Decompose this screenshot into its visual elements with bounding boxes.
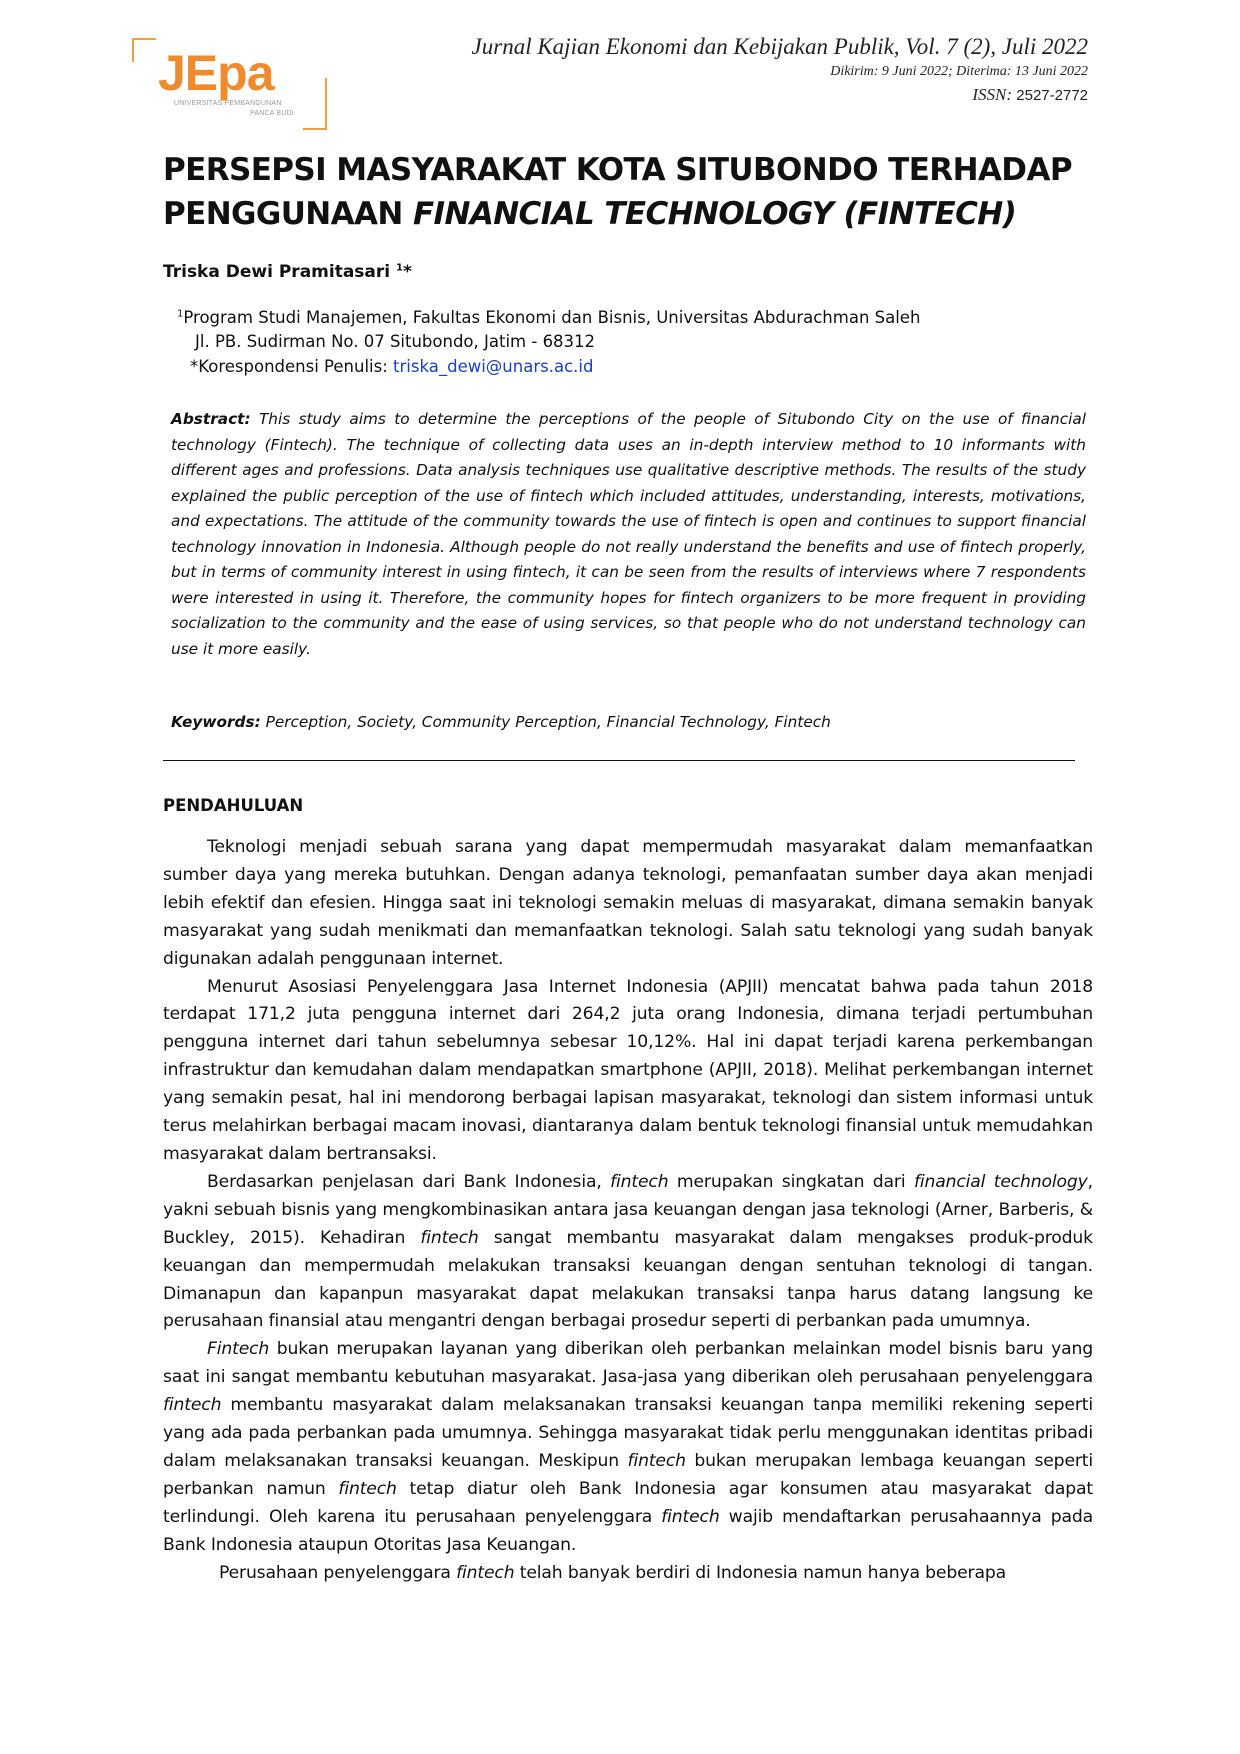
logo-frame-top-left — [132, 38, 156, 62]
issn-label: ISSN: — [972, 85, 1013, 104]
title-line-2-italic: FINANCIAL TECHNOLOGY (FINTECH) — [412, 196, 1017, 232]
keywords — [171, 713, 831, 731]
author-name — [163, 262, 412, 282]
abstract-label: Abstract — [171, 410, 245, 428]
abstract-colon: : — [244, 410, 251, 428]
paragraph-2: Menurut Asosiasi Penyelenggara Jasa Internet Indonesia (APJII) mencatat bahwa pada tahun 2018 terdapat 171,2 juta pengguna internet dari 264,2 juta orang Indonesia, dimana terjadi pertumbuhan pengguna internet dari tahun sebelumnya sebesar 10,12%. Hal ini dapat terjadi karena perkembangan infrastruktur dan kemudahan dalam mendapatkan smartphone (APJII, 2018). Melihat perkembangan internet yang semakin pesat, hal ini mendorong berbagai lapisan masyarakat, teknologi dan sistem informasi untuk terus melahirkan berbagai macam inovasi, diantaranya dalam bentuk teknologi finansial untuk memudahkan masyarakat dalam bertransaksi. — [163, 976, 1093, 1164]
paragraph-5 — [163, 1560, 1093, 1588]
issn — [972, 85, 1088, 105]
p3-text-a: Berdasarkan penjelasan dari Bank Indonesia, — [207, 1171, 611, 1192]
logo-frame-bottom-right — [303, 78, 327, 130]
paragraph-4 — [163, 1336, 1093, 1559]
author-affil-sup: 1 — [396, 262, 403, 274]
keywords-text: Perception, Society, Community Perception, Financial Technology, Fintech — [260, 713, 831, 731]
p4-text-a: bukan merupakan layanan yang diberikan oleh perbankan melainkan model bisnis baru yang saat ini sangat membantu kebutuhan masyarakat. Jasa-jasa yang diberikan oleh perusahaan penyelenggara — [163, 1339, 1093, 1388]
p5-italic-1: fintech — [456, 1562, 515, 1583]
p4-italic-2: fintech — [163, 1395, 222, 1416]
paragraph-3 — [163, 1169, 1093, 1336]
p4-text-d: tetap diatur oleh Bank Indonesia agar konsumen atau masyarakat dapat terlindungi. Oleh karena itu perusahaan penyelenggara — [163, 1478, 1093, 1527]
corr-label: *Korespondensi Penulis: — [190, 357, 394, 376]
logo-mark: JEpa — [158, 45, 274, 101]
p4-text-c: bukan merupakan lembaga keuangan seperti perbankan namun — [163, 1450, 1093, 1499]
article-title — [163, 148, 1093, 236]
p3-italic-3: fintech — [420, 1227, 479, 1248]
paragraph-1: Teknologi menjadi sebuah sarana yang dapat mempermudah masyarakat dalam memanfaatkan sumber daya yang mereka butuhkan. Dengan adanya teknologi, pemanfaatan sumber daya akan menjadi lebih efektif dan efesien. Hingga saat ini teknologi semakin meluas di masyarakat, dimana semakin banyak masyarakat yang sudah menikmati dan memanfaatkan teknologi. Salah satu teknologi yang sudah banyak digunakan adalah penggunaan internet. — [163, 837, 1093, 969]
p4-italic-5: fintech — [661, 1506, 720, 1527]
affiliation-address: Jl. PB. Sudirman No. 07 Situbondo, Jatim - 68312 — [195, 332, 596, 351]
title-line-1: PERSEPSI MASYARAKAT KOTA SITUBONDO TERHADAP — [163, 152, 1072, 188]
body-text — [163, 834, 1093, 1587]
keywords-label: Keywords: — [171, 713, 261, 731]
p3-text-c: , yakni sebuah bisnis yang mengkombinasikan antara jasa keuangan dengan jasa teknologi (Arner, Barberis, & Buckley, 2015). Kehadiran — [163, 1171, 1093, 1248]
corresponding-author — [190, 357, 593, 376]
p4-text-e: wajib mendaftarkan perusahaannya pada Bank Indonesia ataupun Otoritas Jasa Keuangan. — [163, 1506, 1093, 1555]
divider — [163, 760, 1075, 761]
abstract-text: This study aims to determine the perceptions of the people of Situbondo City on the use of financial technology (Fintech). The technique of collecting data uses an in-depth interview method to 10 informants with different ages and professions. Data analysis techniques use qualitative descriptive methods. The results of the study explained the public perception of the use of fintech which included attitudes, understanding, interests, motivations, and expectations. The attitude of the community towards the use of fintech is open and continues to support financial technology innovation in Indonesia. Although people do not really understand the benefits and use of fintech properly, but in terms of community interest in using fintech, it can be seen from the results of interviews where 7 respondents were interested in using it. Therefore, the community hopes for fintech organizers to be more frequent in providing socialization to the community and the ease of using services, so that people who do not understand technology can use it more easily. — [171, 410, 1086, 658]
title-line-2-plain: PENGGUNAAN — [163, 196, 413, 232]
corr-email-link[interactable]: triska_dewi@unars.ac.id — [393, 357, 594, 376]
title-line-2 — [163, 192, 1093, 236]
p4-italic-4: fintech — [338, 1478, 397, 1499]
p3-italic-1: fintech — [610, 1171, 669, 1192]
submission-dates: Dikirim: 9 Juni 2022; Diterima: 13 Juni 2022 — [830, 64, 1088, 79]
p4-italic-1: Fintech — [207, 1339, 270, 1360]
issn-number: 2527-2772 — [1016, 87, 1088, 104]
affil-sup: 1 — [177, 308, 184, 320]
author-corr-mark: * — [403, 262, 412, 282]
p5-text-b: telah banyak berdiri di Indonesia namun hanya beberapa — [514, 1562, 1006, 1583]
p3-text-b: merupakan singkatan dari — [668, 1171, 914, 1192]
p3-italic-2: financial technology — [913, 1171, 1088, 1192]
abstract — [171, 407, 1086, 662]
logo-subtitle-1: UNIVERSITAS PEMBANGUNAN — [174, 100, 282, 107]
journal-citation: Jurnal Kajian Ekonomi dan Kebijakan Publik, Vol. 7 (2), Juli 2022 — [471, 34, 1088, 59]
logo-subtitle-2: PANCA BUDI — [250, 110, 294, 117]
p4-italic-3: fintech — [627, 1450, 686, 1471]
p3-text-d: sangat membantu masyarakat dalam mengakses produk-produk keuangan dan mempermudah melakukan transaksi keuangan dengan sentuhan teknologi di tangan. Dimanapun dan kapanpun masyarakat dapat melakukan transaksi tanpa harus datang langsung ke perusahaan finansial atau mengantri dengan berbagai prosedur seperti di perbankan pada umumnya. — [163, 1227, 1093, 1332]
p4-text-b: membantu masyarakat dalam melaksanakan transaksi keuangan tanpa memiliki rekening seperti yang ada pada perbankan pada umumnya. Sehingga masyarakat tidak perlu menggunakan identitas pribadi dalam melaksanakan transaksi keuangan. Meskipun — [163, 1395, 1093, 1471]
journal-logo — [132, 38, 327, 130]
author-text: Triska Dewi Pramitasari — [163, 262, 397, 282]
affil-text: Program Studi Manajemen, Fakultas Ekonomi dan Bisnis, Universitas Abdurachman Saleh — [183, 308, 921, 327]
p5-text-a: Perusahaan penyelenggara — [219, 1562, 457, 1583]
affiliation-line-1 — [177, 308, 920, 327]
section-heading: PENDAHULUAN — [163, 796, 304, 815]
